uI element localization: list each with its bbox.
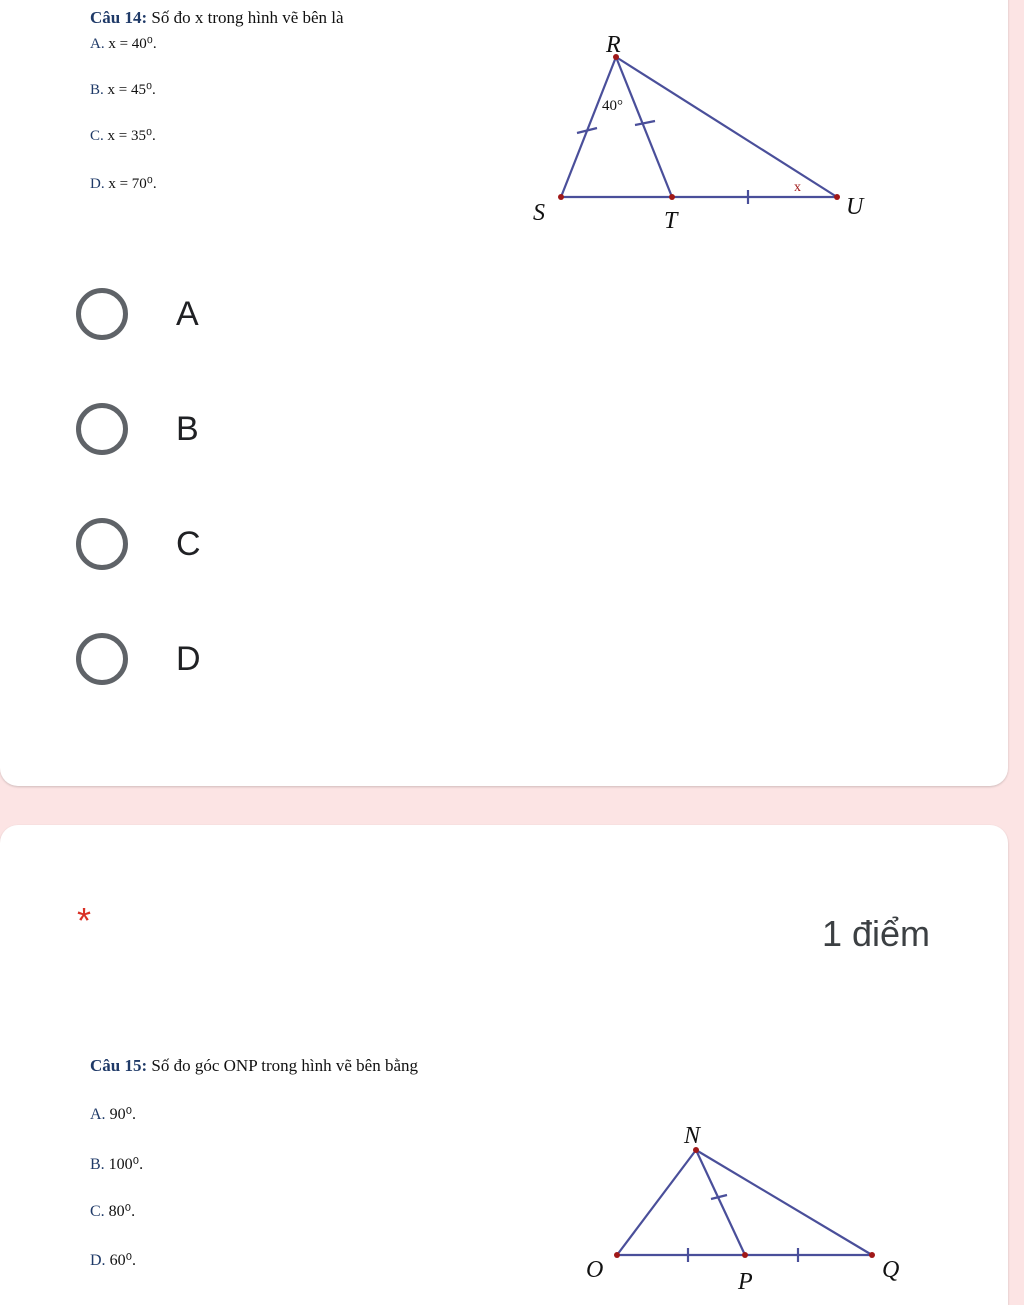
label-n: N bbox=[684, 1123, 701, 1149]
q15-option-a: A. 90⁰. bbox=[90, 1106, 136, 1123]
q15-option-b: B. 100⁰. bbox=[90, 1156, 144, 1173]
choice-a-label: A bbox=[176, 294, 199, 333]
segment-no bbox=[617, 1150, 696, 1255]
vertex-s bbox=[558, 194, 564, 200]
required-star: * bbox=[77, 900, 92, 941]
q15-option-c: C. 80⁰. bbox=[90, 1203, 136, 1220]
q14-option-a: A. x = 40⁰. bbox=[90, 36, 157, 52]
radio-b[interactable] bbox=[76, 403, 128, 455]
segment-ru bbox=[616, 57, 837, 197]
label-o: O bbox=[586, 1257, 604, 1283]
vertex-t bbox=[669, 194, 675, 200]
tick-rt bbox=[635, 121, 655, 125]
choice-d-label: D bbox=[176, 639, 201, 678]
segment-rs bbox=[561, 57, 616, 197]
q14-option-b: B. x = 45⁰. bbox=[90, 82, 156, 98]
question-15-label: Câu 15: bbox=[90, 1056, 148, 1075]
vertex-o bbox=[614, 1252, 620, 1258]
angle-40-label: 40° bbox=[602, 98, 623, 114]
choice-c-label: C bbox=[176, 524, 201, 563]
label-t: T bbox=[664, 208, 678, 234]
triangle-figure-rstu bbox=[520, 25, 880, 240]
radio-c[interactable] bbox=[76, 518, 128, 570]
angle-x-label: x bbox=[794, 180, 801, 195]
choice-c[interactable] bbox=[76, 516, 201, 572]
label-p: P bbox=[738, 1269, 753, 1295]
radio-d[interactable] bbox=[76, 633, 128, 685]
label-r: R bbox=[606, 32, 621, 58]
choice-b-label: B bbox=[176, 409, 199, 448]
vertex-p bbox=[742, 1252, 748, 1258]
question-14-title bbox=[90, 8, 344, 28]
question-14-text: Số đo x trong hình vẽ bên là bbox=[151, 8, 344, 27]
question-15-title bbox=[90, 1056, 418, 1076]
label-q: Q bbox=[882, 1257, 900, 1283]
triangle-figure-nopq bbox=[580, 1115, 910, 1295]
label-u: U bbox=[846, 194, 864, 220]
segment-rt bbox=[616, 57, 672, 197]
label-s: S bbox=[533, 200, 545, 226]
vertex-u bbox=[834, 194, 840, 200]
segment-nq bbox=[696, 1150, 872, 1255]
choice-b[interactable] bbox=[76, 401, 199, 457]
q14-option-d: D. x = 70⁰. bbox=[90, 176, 157, 192]
vertex-q bbox=[869, 1252, 875, 1258]
choice-a[interactable] bbox=[76, 286, 199, 342]
choice-d[interactable] bbox=[76, 631, 201, 687]
question-14-label: Câu 14: bbox=[90, 8, 148, 27]
q14-option-c: C. x = 35⁰. bbox=[90, 128, 156, 144]
q15-option-d: D. 60⁰. bbox=[90, 1252, 136, 1269]
radio-a[interactable] bbox=[76, 288, 128, 340]
question-15-text: Số đo góc ONP trong hình vẽ bên bằng bbox=[151, 1056, 419, 1075]
points-label: 1 điểm bbox=[821, 913, 930, 954]
